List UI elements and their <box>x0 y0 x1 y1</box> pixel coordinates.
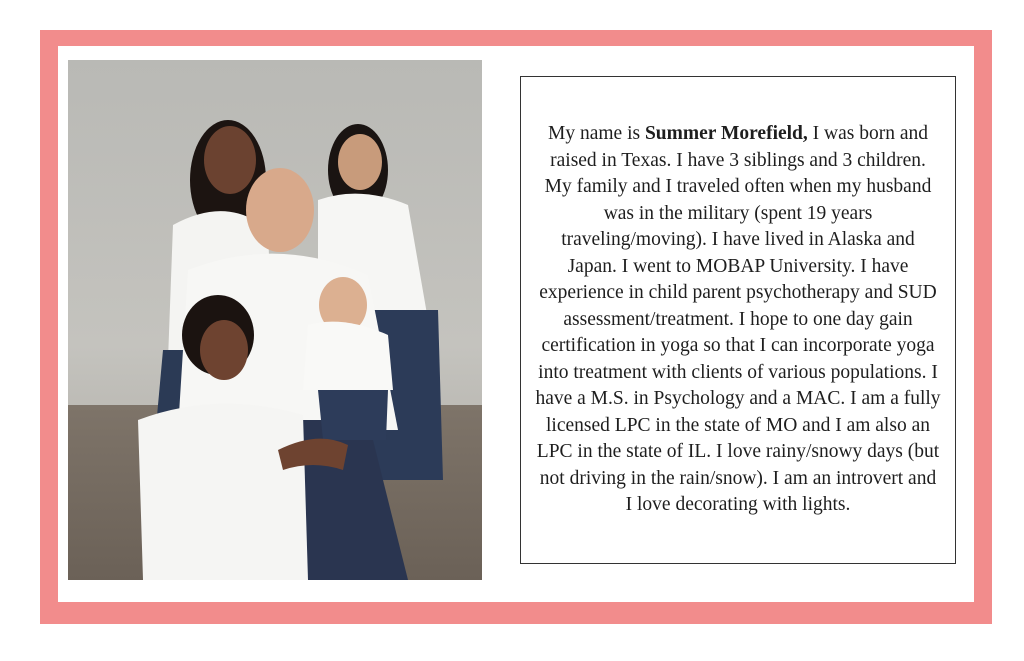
bio-body: I was born and raised in Texas. I have 3 siblings and 3 children. My family and I traveled often when my husband was in the military (spent 19 years traveling/moving). I have lived in Alaska and Japan. I went to MOBAP University. I have experience in child parent psychotherapy and SUD assessment/treatment. I hope to one day gain certification in yoga so that I can incorporate yoga into treatment with clients of various populations. I have a M.S. in Psychology and a MAC. I am a fully licensed LPC in the state of MO and I am also an LPC in the state of IL. I love rainy/snowy days (but not driving in the rain/snow). I am an introvert and I love decorating with lights. <box>535 123 941 516</box>
family-illustration <box>68 60 482 580</box>
bio-name: Summer Morefield, <box>644 123 808 145</box>
bio-box <box>520 76 956 564</box>
bio-intro: My name is <box>548 123 645 145</box>
bio-text <box>535 121 941 519</box>
family-photo <box>68 60 482 580</box>
